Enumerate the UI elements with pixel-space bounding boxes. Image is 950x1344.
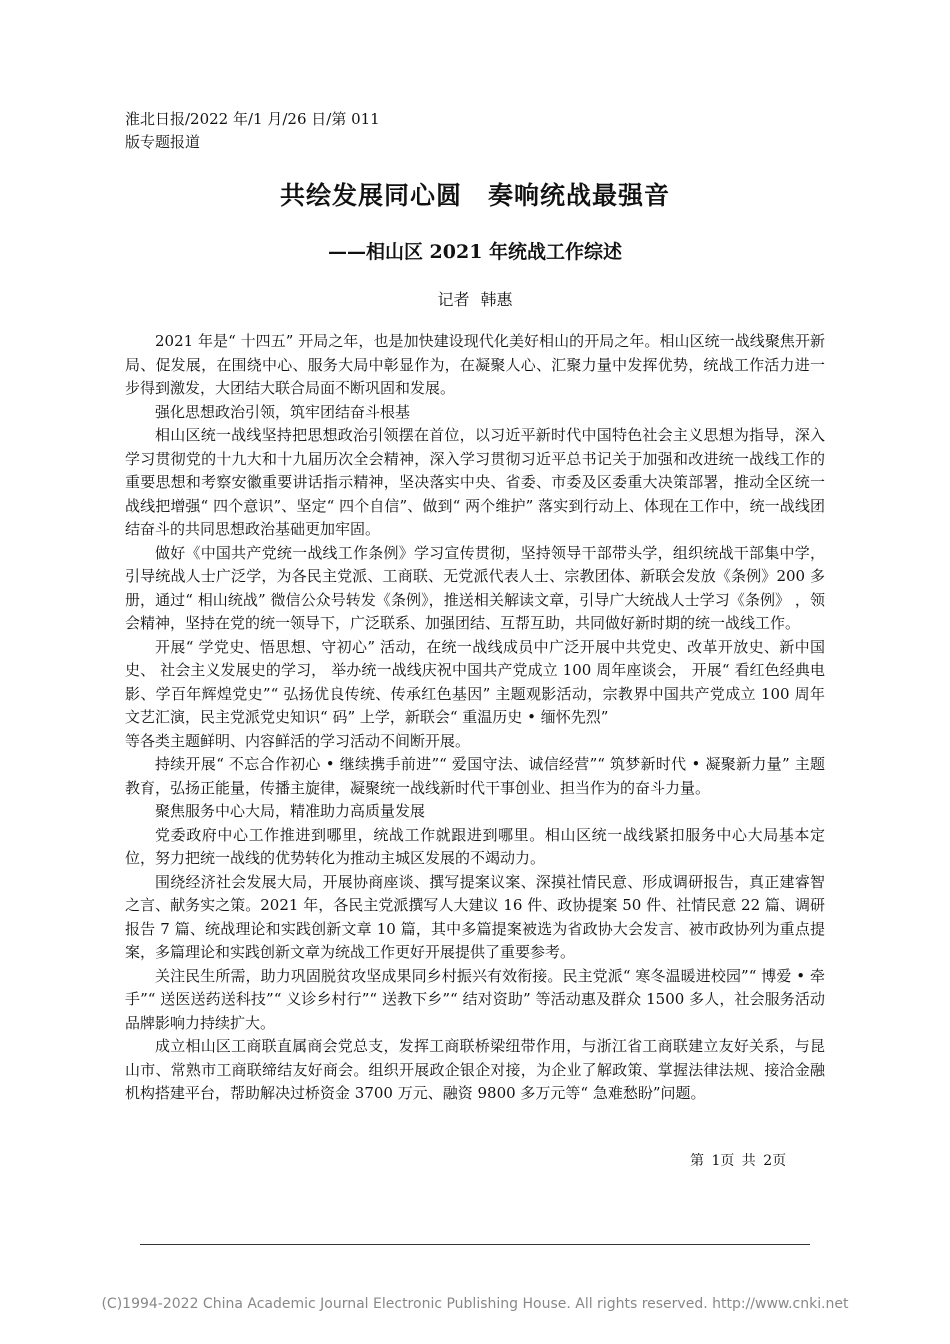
source-line-1: 淮北日报/2022 年/1 月/26 日/第 011 [125,110,380,128]
article-subtitle: ——相山区 2021 年统战工作综述 [327,241,623,263]
article-title: 共绘发展同心圆 奏响统战最强音 [279,181,670,210]
page-number: 第 1页 共 2页 [690,1153,787,1169]
section-heading: 强化思想政治引领，筑牢团结奋斗根基 [155,402,411,421]
paragraph: 2021 年是“ 十四五” 开局之年，也是加快建设现代化美好相山的开局之年。相山区统一战线聚焦开新局、促发展，在围绕中心、服务大局中彰显作为，在凝聚人心、汇聚力量中发挥优势，统战工作活力进一步得到激发，大团结大联合局面不断巩固和发展。 [125,332,825,397]
divider [140,1244,810,1245]
article-body [125,330,825,1106]
source-line-2: 版专题报道 [125,133,201,151]
paragraph: 开展“ 学党史、悟思想、守初心” 活动，在统一战线成员中广泛开展中共党史、改革开放史、新中国史、 社会主义发展史的学习， 举办统一战线庆祝中国共产党成立 100 周年座谈会， 开展“ 看红色经典电影、学百年辉煌党史”“ 弘扬优良传统、传承红色基因” 主题观影活动，宗教界中国共产党成立 100 周年文艺汇演，民主党派党史知识“ 码” 上学，新联会“ 重温历史 • 缅怀先烈” [125,637,825,726]
paragraph: 持续开展“ 不忘合作初心 • 继续携手前进”“ 爱国守法、诚信经营”“ 筑梦新时代 • 凝聚新力量” 主题教育，弘扬正能量，传播主旋律，凝聚统一战线新时代干事创业、担当作为的奋斗力量。 [125,755,825,797]
copyright-footer: (C)1994-2022 China Academic Journal Electronic Publishing House. All rights reserved. http://www.cnki.net [101,1296,849,1312]
section-heading: 聚焦服务中心大局，精准助力高质量发展 [155,802,426,820]
author-byline: 记者 韩惠 [437,290,513,309]
paragraph: 相山区统一战线坚持把思想政治引领摆在首位，以习近平新时代中国特色社会主义思想为指导，深入学习贯彻党的十九大和十九届历次全会精神，深入学习贯彻习近平总书记关于加强和改进统一战线工作的重要思想和考察安徽重要讲话指示精神，坚决落实中央、省委、市委及区委重大决策部署，推动全区统一战线把增强“ 四个意识”、坚定“ 四个自信”、做到“ 两个维护” 落实到行动上、体现在工作中，统一战线团结奋斗的共同思想政治基础更加牢固。 [125,426,825,538]
paragraph: 等各类主题鲜明、内容鲜活的学习活动不间断开展。 [125,731,471,750]
paragraph: 成立相山区工商联直属商会党总支，发挥工商联桥梁纽带作用，与浙江省工商联建立友好关系，与昆山市、常熟市工商联缔结友好商会。组织开展政企银企对接，为企业了解政策、掌握法律法规、接洽金融机构搭建平台，帮助解决过桥资金 3700 万元、融资 9800 多万元等“ 急难愁盼”问题。 [125,1037,825,1102]
paragraph: 围绕经济社会发展大局，开展协商座谈、撰写提案议案、深摸社情民意、形成调研报告，真正建睿智之言、献务实之策。2021 年，各民主党派撰写人大建议 16 件、政协提案 50 件、社情民意 22 篇、调研报告 7 篇、统战理论和实践创新文章 10 篇，其中多篇提案被选为省政协大会发言、被市政协列为重点提案，多篇理论和实践创新文章为统战工作更好开展提供了重要参考。 [125,872,825,961]
source-info [125,108,405,154]
paragraph: 党委政府中心工作推进到哪里，统战工作就跟进到哪里。相山区统一战线紧扣服务中心大局基本定位，努力把统一战线的优势转化为推动主城区发展的不竭动力。 [125,825,825,867]
paragraph: 关注民生所需，助力巩固脱贫攻坚成果同乡村振兴有效衔接。民主党派“ 寒冬温暖进校园”“ 博爱 • 牵手”“ 送医送药送科技”“ 义诊乡村行”“ 送教下乡”“ 结对资助” 等活动惠及群众 1500 多人，社会服务活动品牌影响力持续扩大。 [125,966,825,1032]
paragraph: 做好《中国共产党统一战线工作条例》学习宣传贯彻，坚持领导干部带头学，组织统战干部集中学，引导统战人士广泛学，为各民主党派、工商联、无党派代表人士、宗教团体、新联会发放《条例》200 多册，通过“ 相山统战” 微信公众号转发《条例》，推送相关解读文章，引导广大统战人士学习《条例》 ，领会精神，坚持在党的统一领导下，广泛联系、加强团结、互帮互助，共同做好新时期的统一战线工作。 [125,543,825,632]
